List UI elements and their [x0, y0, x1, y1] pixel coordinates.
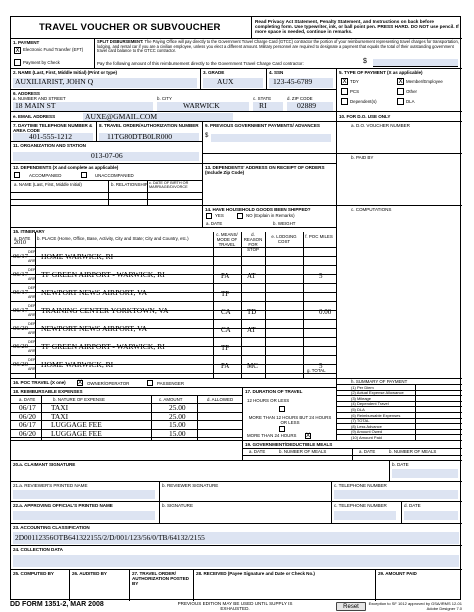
- state-label: c. STATE: [253, 96, 272, 101]
- hhg-box: [203, 206, 337, 228]
- blank-box-2: [11, 206, 203, 228]
- itinerary-row: [11, 257, 336, 266]
- accounting-field[interactable]: 2D00112356OTB641322155/2/D/001/123/56/0/TB/64132/2155: [13, 532, 459, 544]
- travel-voucher-form: [10, 16, 461, 600]
- owner-checkbox[interactable]: X: [78, 379, 83, 386]
- itinerary-label: 15. ITINERARY: [13, 229, 45, 234]
- collection-label: 24. COLLECTION DATA: [13, 547, 63, 552]
- itin-mode-label: c. MEANS/ MODE OF TRAVEL: [216, 232, 238, 247]
- check-label: Payment by Check: [23, 60, 60, 65]
- summary-item: (4) Dependent Travel: [351, 401, 389, 407]
- advances-field[interactable]: [211, 134, 331, 142]
- state-field[interactable]: RI: [253, 102, 283, 111]
- advances-dollar: $: [205, 133, 209, 139]
- expense-row: [11, 430, 242, 439]
- notice-box: [251, 17, 462, 39]
- blank-box-3: [11, 441, 243, 461]
- designer-note: Adobe Designer 7.0: [426, 606, 462, 611]
- itin-arr-label: ARR: [28, 259, 36, 263]
- expense-row: [11, 421, 242, 430]
- summary-item: (7) TOTAL: [351, 418, 370, 424]
- split-text: The Paying Office will pay directly to the Government Travel Charge Card (GTCC) contractor the portion of your reimbursement representing travel charges for transportation, lodging, and rental car if you are a civilian employee, unless you elect a different amount. Military personnel are required to designate a payment that equals the total of their outstanding government travel card balance to the GTCC contractor.: [97, 39, 459, 53]
- meals-box: [243, 441, 462, 461]
- street-field[interactable]: 18 MAIN ST: [13, 102, 153, 111]
- other-label: Other: [406, 89, 417, 94]
- unaccompanied-checkbox[interactable]: [81, 172, 87, 178]
- itin-reason[interactable]: TD: [247, 308, 257, 316]
- dla-checkbox[interactable]: [397, 98, 404, 105]
- split-dollar: $: [363, 58, 367, 65]
- summary-item: (9) Amount Owed: [351, 429, 383, 435]
- approver-name-label: 22.a. APPROVING OFFICIAL'S PRINTED NAME: [13, 503, 113, 508]
- itin-place[interactable]: NEWPORT NEWS AIRPORT, VA: [41, 324, 148, 333]
- phone-field[interactable]: 401-555-1212: [13, 133, 93, 141]
- ssn-box: [267, 69, 337, 90]
- reset-button[interactable]: Reset: [336, 602, 366, 611]
- expense-date[interactable]: 06/17: [19, 420, 36, 429]
- duration-24more-checkbox[interactable]: X: [306, 432, 311, 439]
- computations-label: c. COMPUTATIONS: [351, 207, 392, 212]
- pcs-checkbox[interactable]: [341, 88, 348, 95]
- order-posted-label: 27. TRAVEL ORDER/ AUTHORIZATION POSTED BY: [132, 571, 189, 586]
- expense-nature[interactable]: LUGGAGE FEE: [51, 420, 102, 429]
- pcs-label: PCS: [350, 89, 360, 94]
- expense-row: [11, 413, 242, 422]
- claimant-date-field[interactable]: [392, 469, 458, 478]
- city-label: b. CITY: [157, 96, 172, 101]
- summary-item: (6) Reimbursable Expenses: [351, 412, 401, 418]
- expense-row: [11, 404, 242, 413]
- accounting-box: [11, 524, 462, 546]
- dep-address-label: 13. DEPENDENTS' ADDRESS ON RECEIPT OF ORDERS (Include Zip Code): [205, 165, 325, 175]
- itin-arr-label: ARR: [28, 313, 36, 317]
- itin-total-label: g. TOTAL: [307, 368, 326, 373]
- amount-paid-label: 29. AMOUNT PAID: [378, 571, 417, 576]
- unaccompanied-label: UNACCOMPANIED: [95, 173, 134, 178]
- poc-label: 16. POC TRAVEL (X one): [13, 380, 66, 385]
- itin-place[interactable]: TF GREEN AIRPORT - WARWICK, RI: [41, 342, 165, 351]
- reviewer-name-label: 21.a. REVIEWER'S PRINTED NAME: [13, 483, 88, 488]
- expense-amount[interactable]: 25.00: [169, 403, 186, 412]
- itin-date[interactable]: 06/17: [13, 253, 29, 260]
- order-field[interactable]: 11TG80DTB0LR000: [99, 133, 199, 141]
- itin-place[interactable]: HOME WARWICK, RI: [41, 252, 114, 261]
- itin-date-label: a. DATE: [14, 236, 31, 241]
- accompanied-label: ACCOMPANIED: [29, 173, 62, 178]
- approver-phone-field[interactable]: [334, 511, 396, 520]
- itin-arr-label: ARR: [28, 349, 36, 353]
- itin-arr-label: ARR: [28, 367, 36, 371]
- itin-date[interactable]: 06/17: [13, 271, 29, 278]
- computed-by-label: 25. COMPUTED BY: [13, 571, 54, 576]
- advances-label: 9. PREVIOUS GOVERNMENT PAYMENTS/ ADVANCES: [205, 123, 320, 128]
- itin-miles[interactable]: 0.00: [319, 308, 332, 316]
- org-box: [11, 142, 203, 164]
- advances-box: [203, 122, 337, 154]
- itin-dep-label: DEP: [28, 304, 36, 308]
- itin-place[interactable]: TRAINING CENTER YORKTOWN, VA: [41, 306, 169, 315]
- name-box: [11, 69, 201, 90]
- exp-allowed-label: d. ALLOWED: [207, 397, 234, 402]
- form-number: DD FORM 1351-2, MAR 2008: [10, 601, 104, 608]
- duration-12less-checkbox[interactable]: [279, 406, 285, 412]
- ssn-field[interactable]: 123-45-6789: [269, 78, 333, 88]
- split-pay-label: Pay the following amount of this reimbursement directly to the Government Travel Charge Card contractor:: [97, 61, 304, 66]
- itin-dep-label: DEP: [28, 268, 36, 272]
- split-title: SPLIT DISBURSEMENT:: [97, 39, 144, 44]
- tdy-checkbox[interactable]: X: [342, 78, 347, 85]
- dependents-label: Dependent(s): [350, 99, 377, 104]
- itin-lodging-label: e. LODGING COST: [271, 234, 297, 244]
- summary-item: (10) Amount Paid: [351, 434, 382, 440]
- paid-by-label: b. PAID BY: [351, 155, 374, 160]
- approver-box: [11, 502, 462, 524]
- summary-item: (5) DLA: [351, 406, 365, 412]
- reviewer-phone-label: c. TELEPHONE NUMBER: [334, 483, 387, 488]
- city-field[interactable]: WARWICK: [157, 102, 249, 111]
- approver-sig-label: b. SIGNATURE: [162, 503, 193, 508]
- claimant-date-label: b. DATE: [392, 462, 409, 467]
- dla-label: DLA: [406, 99, 415, 104]
- itinerary-box: [11, 228, 337, 379]
- itin-miles[interactable]: 5: [319, 362, 323, 370]
- collection-field[interactable]: [13, 555, 459, 567]
- itin-dep-label: DEP: [28, 340, 36, 344]
- collection-box: [11, 546, 462, 570]
- dep-address-box: [203, 164, 337, 206]
- itin-reason[interactable]: AT: [247, 272, 256, 280]
- duration-label: 17. DURATION OF TRAVEL: [245, 389, 303, 394]
- tdy-label: TDY: [350, 79, 359, 84]
- hhg-weight-label: b. WEIGHT: [273, 221, 296, 226]
- eft-checkbox[interactable]: X: [15, 47, 20, 54]
- summary-item: (8) Less Advance: [351, 423, 382, 429]
- approver-date-label: d. DATE: [404, 503, 421, 508]
- ssn-label: 4. SSN: [269, 70, 284, 75]
- meals-num-label-2: b. NUMBER OF MEALS: [389, 449, 437, 454]
- phone-label: 7. DAYTIME TELEPHONE NUMBER & AREA CODE: [13, 123, 93, 133]
- duration-box: [243, 388, 337, 441]
- claimant-box: [11, 461, 462, 482]
- itin-dep-label: DEP: [28, 250, 36, 254]
- meals-date-label-2: a. DATE: [359, 449, 376, 454]
- itin-arr-label: ARR: [28, 331, 36, 335]
- summary-item: (1) Per Diem: [351, 384, 374, 390]
- itin-mode[interactable]: TP: [221, 344, 230, 352]
- zip-field[interactable]: 02889: [287, 102, 333, 111]
- approver-phone-label: c. TELEPHONE NUMBER: [334, 503, 387, 508]
- payment-label: 1. PAYMENT: [13, 40, 40, 45]
- itin-place[interactable]: HOME WARWICK, RI: [41, 360, 114, 369]
- meals-num-label-1: b. NUMBER OF MEALS: [279, 449, 327, 454]
- expense-amount[interactable]: 15.00: [169, 420, 186, 429]
- other-checkbox[interactable]: [397, 88, 404, 95]
- itin-place[interactable]: TF GREEN AIRPORT - WARWICK, RI: [41, 270, 165, 279]
- voucher-number-box: [337, 122, 462, 154]
- name-label: 2. NAME (Last, First, Middle Initial) (Print or type): [13, 70, 118, 75]
- org-field[interactable]: 013-07-06: [13, 152, 199, 161]
- hhg-yes-label: YES: [215, 213, 224, 218]
- audited-by-label: 26. AUDITED BY: [72, 571, 107, 576]
- summary-item: (3) Mileage: [351, 395, 372, 401]
- summary-box: [337, 379, 462, 441]
- privacy-notice: Read Privacy Act Statement, Penalty Statement, and Instructions on back before completing form. Use typewriter, ink, or ball point pen. PRESS HARD. DO NOT use pencil. If more space is needed, continue in remarks.: [255, 19, 459, 35]
- split-amount-field[interactable]: [373, 59, 458, 67]
- expense-nature[interactable]: LUGGAGE FEE: [51, 428, 102, 438]
- itin-dep-label: DEP: [28, 358, 36, 362]
- exp-amount-label: c. AMOUNT: [159, 397, 183, 402]
- split-disbursement-box: [95, 39, 462, 69]
- expense-nature[interactable]: TAXI: [51, 403, 69, 412]
- itin-reason-label: d. REASON FOR STOP: [243, 232, 263, 252]
- itin-arr-label: ARR: [28, 295, 36, 299]
- form-header: [11, 17, 462, 39]
- computations-box: [337, 206, 462, 379]
- street-label: a. NUMBER AND STREET: [13, 96, 66, 101]
- email-label: e. EMAIL ADDRESS: [13, 114, 56, 119]
- reviewer-phone-field[interactable]: [334, 490, 458, 499]
- itin-date[interactable]: 06/17: [13, 307, 29, 314]
- dependents-box: [11, 164, 203, 206]
- itin-reason[interactable]: MC: [247, 362, 258, 370]
- received-label: 28. RECEIVED (Payee Signature and Date or Check No.): [196, 571, 315, 576]
- itin-reason[interactable]: AT: [247, 326, 256, 334]
- duration-12less-label: 12 HOURS OR LESS: [247, 398, 290, 403]
- itin-dep-label: DEP: [28, 322, 36, 326]
- type-payment-box: [337, 69, 462, 112]
- dep-name-label: a. NAME (Last, First, Middle Initial): [14, 182, 82, 187]
- itin-year: 2010: [14, 240, 26, 246]
- meals-date-label-1: a. DATE: [249, 449, 266, 454]
- expenses-label: 18. REIMBURSABLE EXPENSES: [13, 389, 83, 394]
- hhg-label: 14. HAVE HOUSEHOLD GOODS BEEN SHIPPED?: [205, 207, 311, 212]
- dep-dob-label: c. DATE OF BIRTH OR MARRIAGE/DIVORCE: [149, 181, 189, 189]
- eft-label: Electronic Fund Transfer (EFT): [23, 47, 84, 52]
- address-label: 6. ADDRESS: [13, 91, 40, 96]
- itin-mode[interactable]: CA: [221, 308, 231, 316]
- exp-date-label: a. DATE: [19, 397, 36, 402]
- exception-note: Exception to SF 1012 approved by GSA/IRMS 12-01: [368, 601, 462, 606]
- bottom-row: [11, 570, 462, 601]
- itin-miles[interactable]: 5: [319, 272, 323, 280]
- reviewer-sig-label: b. REVIEWER SIGNATURE: [162, 483, 219, 488]
- itin-miles-label: f. POC MILES: [305, 234, 333, 239]
- email-field[interactable]: AUXE@GMAIL.COM: [83, 113, 233, 121]
- itin-arr-label: ARR: [28, 277, 36, 281]
- grade-box: [201, 69, 267, 90]
- hhg-no-label: NO (Explain in Remarks): [246, 213, 295, 218]
- hhg-yes-checkbox[interactable]: [206, 213, 212, 219]
- grade-field[interactable]: AUX: [203, 78, 263, 88]
- hhg-no-checkbox[interactable]: [237, 213, 243, 219]
- blank-box-1: [203, 154, 337, 164]
- summary-item: (2) Actual Expense Allowance: [351, 390, 404, 396]
- expense-amount[interactable]: 15.00: [169, 428, 186, 438]
- itin-mode[interactable]: TP: [221, 290, 230, 298]
- grade-label: 3. GRADE: [203, 70, 225, 75]
- expense-date[interactable]: 06/17: [19, 403, 36, 412]
- member-label: Member/Employee: [406, 79, 443, 84]
- expense-nature[interactable]: TAXI: [51, 411, 69, 421]
- itin-date[interactable]: 06/20: [13, 343, 29, 350]
- check-checkbox[interactable]: [14, 59, 21, 66]
- reviewer-box: [11, 482, 462, 502]
- do-use-box: [337, 112, 462, 122]
- reviewer-name-field[interactable]: [13, 490, 155, 499]
- duration-24less-label: MORE THAN 12 HOURS BUT 24 HOURS OR LESS: [248, 415, 332, 425]
- member-checkbox[interactable]: X: [398, 78, 403, 85]
- approver-date-field[interactable]: [404, 511, 458, 520]
- do-use-label: 10. FOR D.O. USE ONLY: [339, 114, 391, 119]
- hhg-date-label: a. DATE: [206, 221, 223, 226]
- itin-dep-label: DEP: [28, 286, 36, 290]
- itin-place[interactable]: NEWPORT NEWS AIRPORT, VA: [41, 288, 148, 297]
- payment-box: [11, 39, 95, 69]
- form-title: TRAVEL VOUCHER OR SUBVOUCHER: [39, 22, 221, 33]
- approver-name-field[interactable]: [13, 511, 155, 520]
- email-box: [11, 112, 337, 122]
- duration-24less-checkbox[interactable]: [279, 426, 285, 432]
- phone-box: [11, 122, 97, 142]
- org-label: 11. ORGANIZATION AND STATION: [13, 143, 86, 148]
- itin-mode[interactable]: CA: [221, 326, 231, 334]
- address-box: [11, 90, 337, 112]
- paid-by-box: [337, 154, 462, 206]
- duration-24more-label: MORE THAN 24 HOURS: [247, 433, 297, 438]
- itin-mode[interactable]: PA: [221, 272, 230, 280]
- expense-date[interactable]: 06/20: [19, 428, 36, 438]
- itin-date[interactable]: 06/17: [13, 289, 29, 296]
- claimant-label: 20.a. CLAIMANT SIGNATURE: [13, 462, 76, 467]
- itin-place-label: b. PLACE (Home, Office, Base, Activity, City and State; City and Country, etc.): [37, 236, 189, 241]
- poc-box: [11, 379, 337, 388]
- dep-relationship-label: b. RELATIONSHIP: [111, 182, 148, 187]
- itin-mode[interactable]: PA: [221, 362, 230, 370]
- itin-date[interactable]: 06/20: [13, 361, 29, 368]
- dependents-checkbox[interactable]: [341, 98, 348, 105]
- accounting-label: 23. ACCOUNTING CLASSIFICATION: [13, 525, 90, 530]
- zip-label: d. ZIP CODE: [287, 96, 313, 101]
- passenger-checkbox[interactable]: [147, 380, 153, 386]
- expense-date[interactable]: 06/20: [19, 411, 36, 421]
- owner-label: OWNER/OPERATOR: [87, 381, 130, 386]
- order-label: 8. TRAVEL ORDER/AUTHORIZATION NUMBER: [99, 123, 199, 128]
- summary-label: h. SUMMARY OF PAYMENT: [351, 379, 408, 384]
- passenger-label: PASSENGER: [157, 381, 185, 386]
- type-payment-label: 5. TYPE OF PAYMENT (X as applicable): [339, 70, 423, 75]
- expenses-box: [11, 388, 243, 441]
- meals-label: 19. GOVERNMENT/DEDUCTIBLE MEALS: [245, 442, 333, 447]
- previous-edition-note: PREVIOUS EDITION MAY BE USED UNTIL SUPPLY IS EXHAUSTED.: [177, 601, 293, 611]
- order-box: [97, 122, 203, 142]
- exp-nature-label: b. NATURE OF EXPENSE: [53, 397, 105, 402]
- name-field[interactable]: AUXILIARIST, JOHN Q: [13, 78, 197, 88]
- dependents-label: 12. DEPENDENTS (X and complete as applicable): [13, 165, 119, 170]
- accompanied-checkbox[interactable]: [14, 172, 20, 178]
- itin-date[interactable]: 06/20: [13, 325, 29, 332]
- voucher-number-label: a. D.O. VOUCHER NUMBER: [351, 123, 410, 128]
- expense-amount[interactable]: 25.00: [169, 411, 186, 421]
